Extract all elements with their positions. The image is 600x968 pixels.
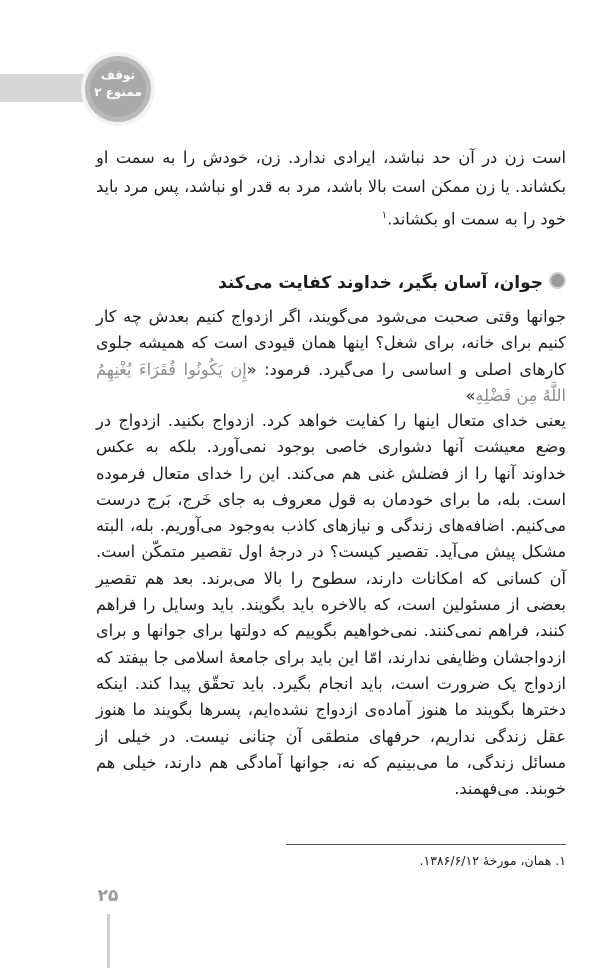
section-heading [96,271,566,295]
footnote-divider [286,844,566,845]
paragraph-quote [96,304,566,409]
badge-line2: ممنوع ۲ [94,85,142,99]
page-number-line [107,914,110,968]
bullet-icon [549,272,566,289]
paragraph-body: یعنی خدای متعال اینها را کفایت خواهد کرد. ازدواج بکنید. ازدواج در وضع معیشت آنها دشواری خاصی بوجود نمی‌آورد. بلکه به عکس خداوند آنها را از فضلش غنی هم می‌کند. این را خدای متعال فرموده است. بله، ما برای خودمان به قول معروف به جای خَرج، بَرج درست می‌کنیم. اضافه‌های زندگی و نیازهای کاذب به‌وجود می‌آوریم. بله، البته مشکل پیش می‌آید. تقصیر کیست؟ در درجهٔ اول تقصیر متمکّن است. آن کسانی که امکانات دارند، سطوح را بالا می‌برند. بعد هم تقصیر بعضی از مسئولین است، که بالاخره باید بگویند. باید وسایل را فراهم کنند، فراهم نمی‌کنند. نمی‌خواهیم بگوییم که دولتها برای جوانها و برای ازدواجشان وظایفی ندارند، امّا این باید برای جامعهٔ اسلامی جا بیفتد که ازدواج یک ضرورت است، باید انجام بگیرد. باید تحقّق پیدا کند. اینکه دخترها بگویند ما هنوز آماده‌ی ازدواج نشده‌ایم، پسرها بگویند ما هنوز عقل زندگی نداریم، حرفهای منطقی آن چنانی نیست. در خیلی از مسائل زندگی، ما می‌بینیم که نه، جوانها آمادگی هم دارند، خیلی هم خوبند. می‌فهمند. [96,411,566,799]
paragraph-quote-text: جوانها وقتی صحبت می‌شود می‌گویند، اگر ازدواج کنیم بعدش چه کار کنیم برای خانه، برای شغل؟ اینها همان قیودی است که همیشه جلوی کارهای اصلی و اساسی را می‌گیرد. فرمود: « [96,307,566,379]
chapter-badge [78,50,158,128]
footnote: ۱. همان، مورخهٔ ۱۳۸۶/۶/۱۲. [419,853,566,868]
footnote-reference: ۱ [381,210,388,221]
paragraph-intro-text: است زن در آن حد نباشد، ایرادی ندارد. زن، خودش را به سمت او بکشاند. یا زن ممکن است بالا باشد، مرد به قدر او نباشد، پس مرد باید خود را به سمت او بکشاند. [96,148,566,229]
paragraph-quote-close: » [465,385,476,405]
page-number: ۲۵ [97,886,119,906]
section-heading-text: جوان، آسان بگیر، خداوند کفایت می‌کند [218,273,543,293]
badge-line1: توقف [100,68,136,82]
quran-verse: إِن يَكُونُوا فُقَرَاءَ يُغْنِهِمُ اللَّهُ مِن فَضْلِهِ [96,359,566,405]
paragraph-intro [96,143,566,233]
